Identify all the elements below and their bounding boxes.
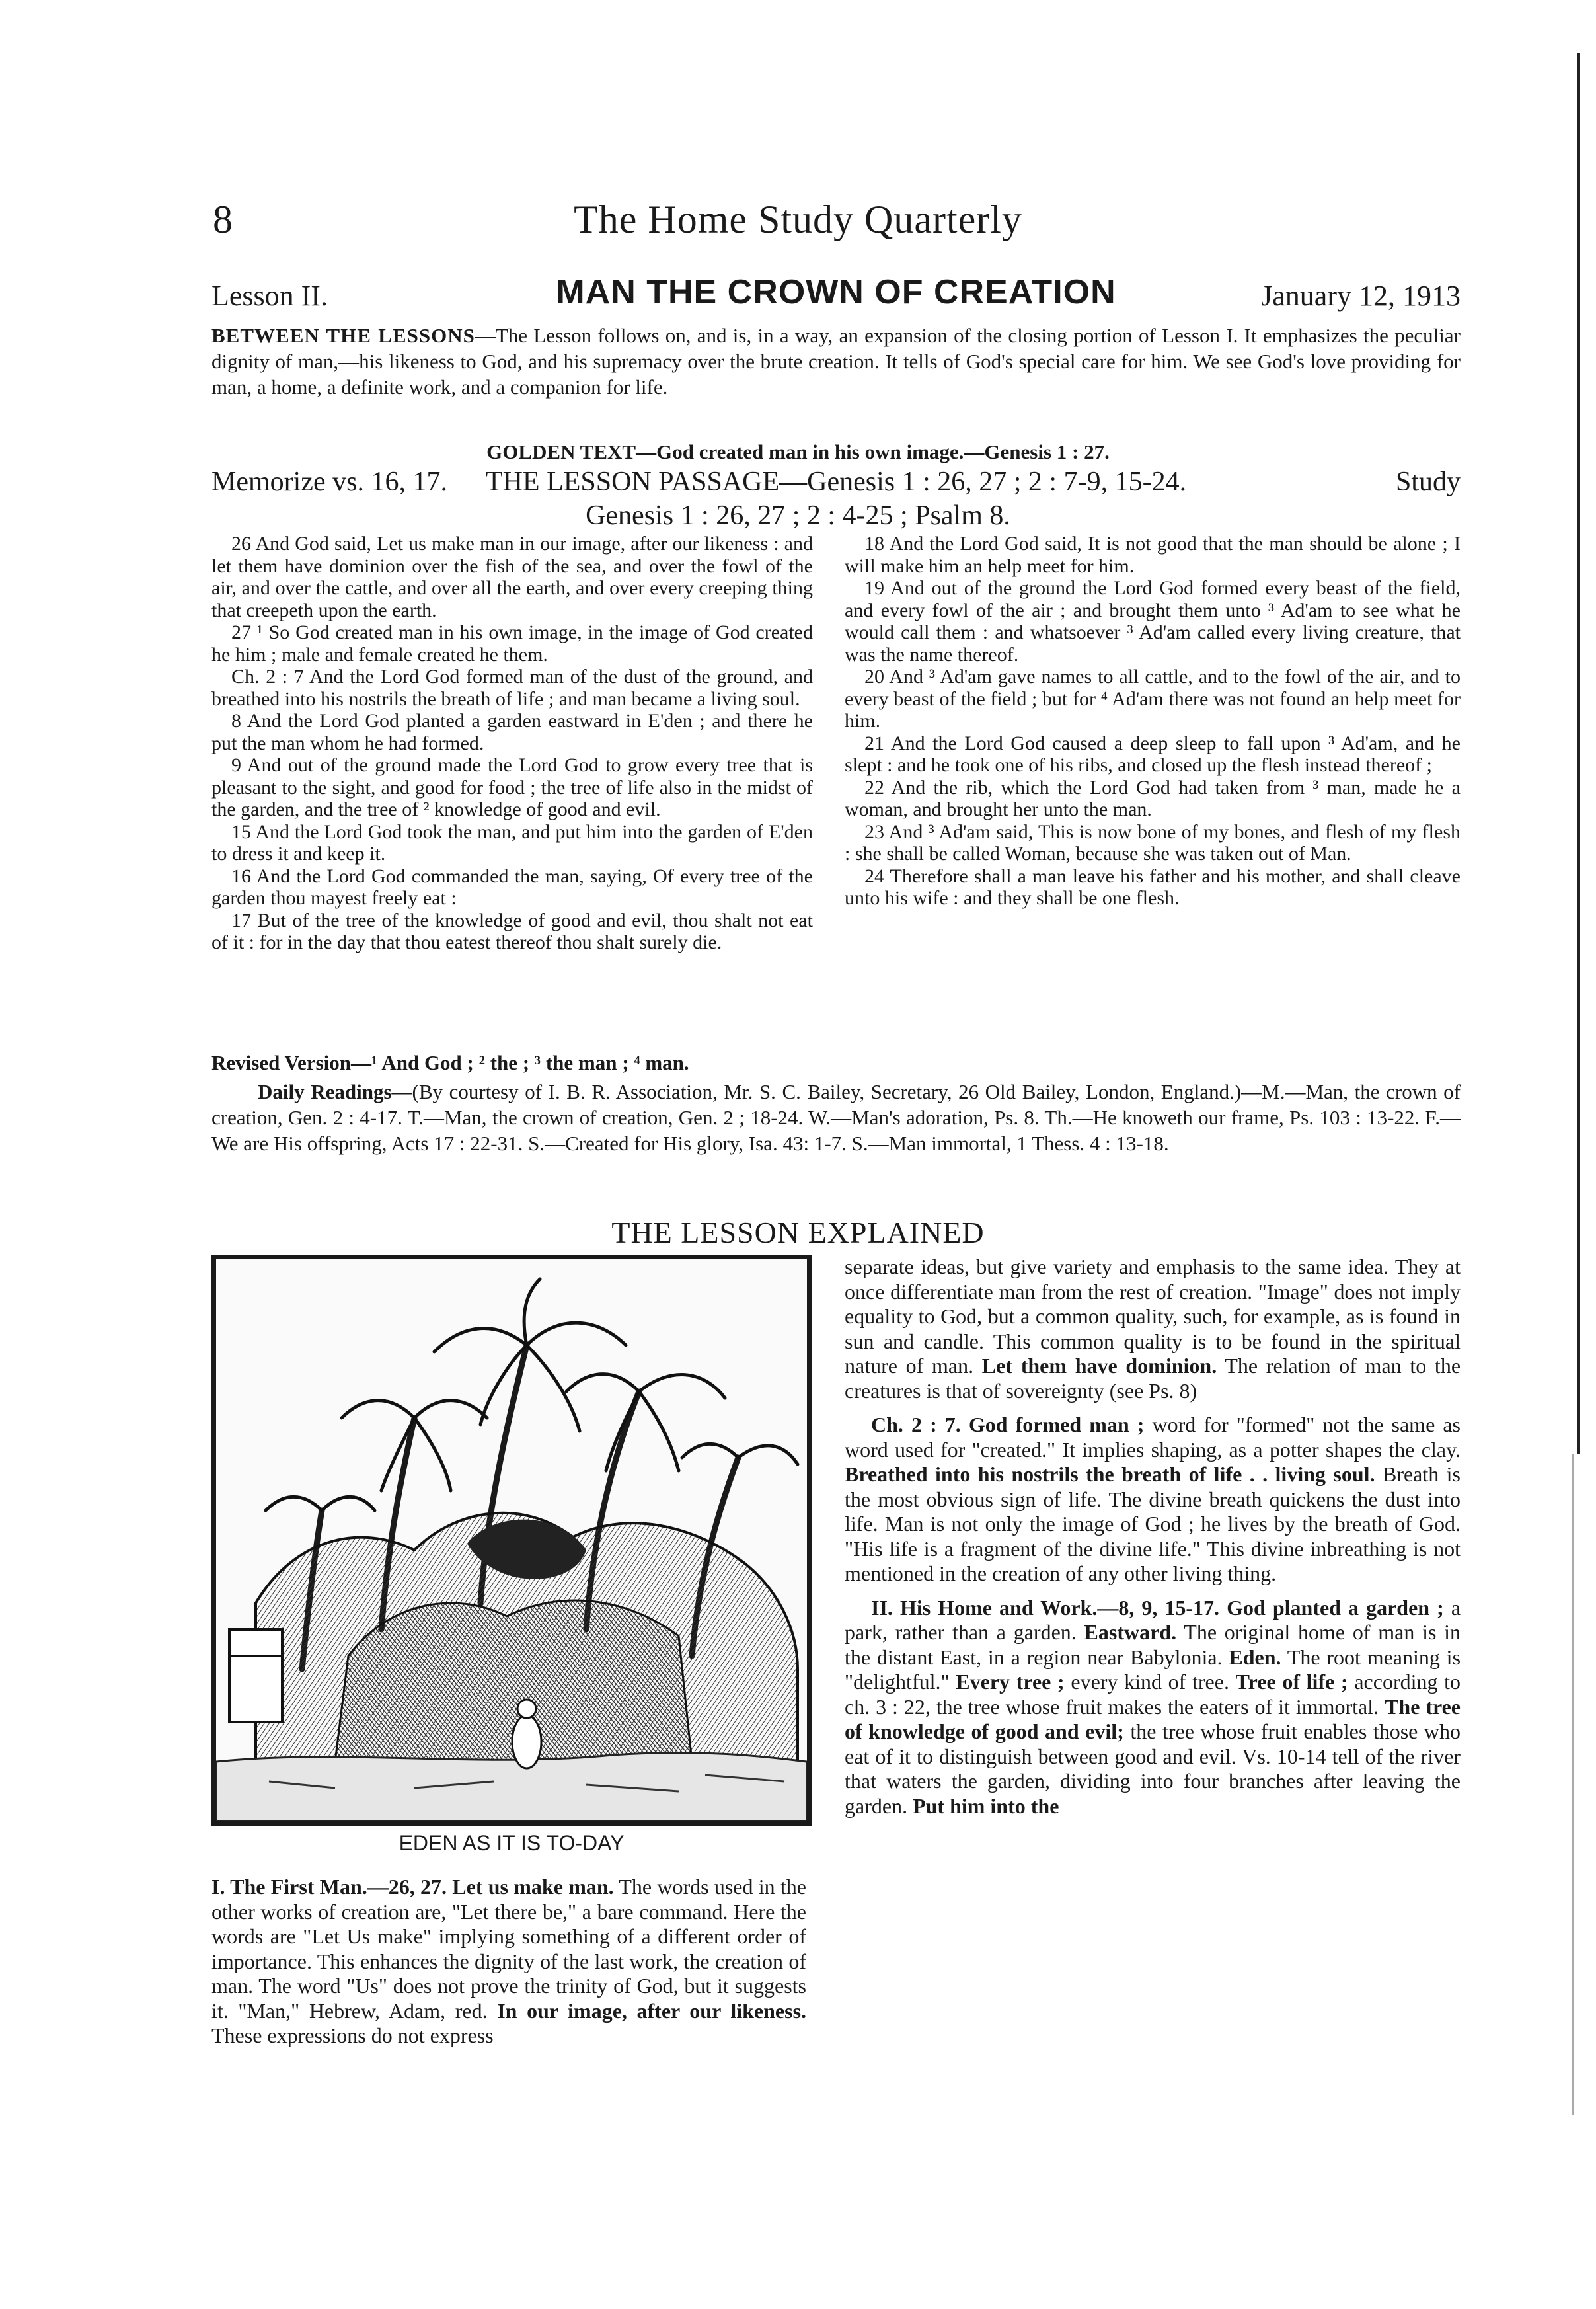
lead-phrase: Eastward. <box>1084 1620 1177 1644</box>
paragraph <box>845 1255 1461 1403</box>
verse: 17 But of the tree of the knowledge of good and evil, thou shalt not eat of it : for in the day that thou eatest thereof thou shalt surely die. <box>211 909 813 953</box>
lead-phrase: The tree of knowledge of good and evil; <box>845 1694 1461 1743</box>
paragraph-text: word for "formed" not the same as word used for "created." It implies shaping, as a potter shapes the clay. <box>845 1413 1461 1462</box>
daily-readings-label: Daily Readings <box>258 1080 392 1103</box>
paragraph <box>845 1413 1461 1586</box>
verse: 23 And ³ Ad'am said, This is now bone of my bones, and flesh of my flesh : she shall be called Woman, because she was taken out of Man. <box>845 820 1461 865</box>
section-home-and-work <box>845 1596 1461 1819</box>
paragraph-text: The words used in the other works of creation are, "Let there be," a bare command. Here the words are "Let Us make" implying something of a different order of importance. This enhances the dignity of the last work, the creation of man. The word "Us" does not prove the trinity of God, but it suggests it. "Man," Hebrew, Adam, red. <box>211 1875 807 2023</box>
lead-phrase: Every tree ; <box>956 1670 1065 1694</box>
lesson-date: January 12, 1913 <box>1261 280 1461 312</box>
lead-phrase: Breathed into his nostrils the breath of life . . living soul. <box>845 1462 1375 1486</box>
lead-phrase: Tree of life ; <box>1235 1670 1348 1694</box>
daily-readings-text: —(By courtesy of I. B. R. Association, Mr. S. C. Bailey, Secretary, 26 Old Bailey, London, England.)—M.—Man, the crown of creation, Gen. 2 : 4-17. T.—Man, the crown of creation, Gen. 2 ; 18-24. W.—Man's adoration, Ps. 8. Th.—He knoweth our frame, Ps. 103 : 13-22. F.—We are His offspring, Acts 17 : 22-31. S.—Created for His glory, Isa. 43: 1-7. S.—Man immortal, 1 Thess. 4 : 13-18. <box>211 1080 1461 1155</box>
paragraph-text: These expressions do not express <box>211 2023 494 2047</box>
lead-phrase: God planted a garden ; <box>1227 1595 1444 1620</box>
verse: 24 Therefore shall a man leave his father and his mother, and shall cleave unto his wife : and they shall be one flesh. <box>845 865 1461 909</box>
lead-phrase: Eden. <box>1229 1645 1281 1669</box>
lesson-explained-heading: THE LESSON EXPLAINED <box>611 1216 985 1249</box>
memorize-verses: Memorize vs. 16, 17. <box>211 467 447 497</box>
verse: Ch. 2 : 7 And the Lord God formed man of the dust of the ground, and breathed into his nostrils the breath of life ; and man became a living soul. <box>211 666 813 710</box>
verse: 21 And the Lord God caused a deep sleep to fall upon ³ Ad'am, and he slept : and he took one of his ribs, and closed up the flesh instead thereof ; <box>845 732 1461 776</box>
verse: 9 And out of the ground made the Lord God to grow every tree that is pleasant to the sight, and good for food ; the tree of life also in the midst of the garden, and the tree of ² knowledge of good and evil. <box>211 754 813 820</box>
study-label: Study <box>1395 467 1461 497</box>
between-label: BETWEEN THE LESSONS <box>211 324 475 347</box>
passage-right-column <box>845 533 1461 910</box>
paragraph-text: Breath is the most obvious sign of life. The divine breath quickens the dust into life. Man is not only the image of God ; he lives by the breath of God. "His life is a fragment of the divine life." This divine inbreathing is not mentioned in the creation of any other living thing. <box>845 1462 1461 1585</box>
lead-phrase: Put him into the <box>913 1793 1059 1818</box>
verse: 26 And God said, Let us make man in our image, after our likeness : and let them have dominion over the fish of the sea, and over the fowl of the air, and over the cattle, and over all the earth, and over every creeping thing that creepeth upon the earth. <box>211 533 813 621</box>
verse: 27 ¹ So God created man in his own image, in the image of God created he him ; male and female created he them. <box>211 621 813 666</box>
verse: 16 And the Lord God commanded the man, saying, Of every tree of the garden thou mayest freely eat : <box>211 865 813 909</box>
verse: 22 And the rib, which the Lord God had taken from ³ man, made he a woman, and brought her unto the man. <box>845 776 1461 820</box>
paragraph-text: according to ch. 3 : 22, the tree whose fruit makes the eaters of it immortal. <box>845 1670 1461 1719</box>
paragraph-text: The root meaning is "delightful." <box>845 1645 1461 1694</box>
lesson-header <box>211 272 1461 319</box>
paragraph-text: The relation of man to the creatures is that of sovereignty (see Ps. 8) <box>845 1354 1461 1403</box>
explained-right-column <box>845 1255 1461 1828</box>
verse: 18 And the Lord God said, It is not good that the man should be alone ; I will make him an help meet for him. <box>845 533 1461 577</box>
running-head: The Home Study Quarterly <box>574 198 1022 241</box>
scan-edge-shadow <box>1572 1454 1574 2115</box>
verse: 19 And out of the ground the Lord God formed every beast of the field, and every fowl of the air ; and brought them unto ³ Ad'am to see what he would call them : and whatsoever ³ Ad'am called every living creature, that was the name thereof. <box>845 577 1461 666</box>
page-number: 8 <box>213 198 233 241</box>
section-heading: II. His Home and Work.—8, 9, 15-17. <box>871 1595 1220 1620</box>
daily-readings <box>211 1079 1461 1156</box>
golden-text: GOLDEN TEXT—God created man in his own image.—Genesis 1 : 27. <box>486 440 1110 463</box>
explained-left-column <box>211 1875 806 2058</box>
verse: 20 And ³ Ad'am gave names to all cattle, and to the fowl of the air, and to every beast of the field ; but for ⁴ Ad'am there was not found an help meet for him. <box>845 666 1461 732</box>
paragraph-text: every kind of tree. <box>1071 1670 1229 1694</box>
paragraph-text: separate ideas, but give variety and emphasis to the same idea. They at once differentiate man from the rest of creation. "Image" does not imply equality to God, but a common quality, such, for example, as is found in sun and candle. This common quality is to be found in the spiritual nature of man. <box>845 1255 1461 1378</box>
palm-grove-image <box>216 1259 807 1821</box>
lead-phrase: Let us make man. <box>452 1875 614 1898</box>
section-first-man <box>211 1875 806 2049</box>
lesson-number: Lesson II. <box>211 280 328 312</box>
paragraph-text: The original home of man is in the distant East, in a region near Babylonia. <box>845 1620 1461 1669</box>
section-heading: I. The First Man.—26, 27. <box>211 1875 447 1898</box>
revised-version: Revised Version—¹ And God ; ² the ; ³ the man ; ⁴ man. <box>211 1051 689 1074</box>
lead-phrase: Let them have dominion. <box>981 1354 1217 1378</box>
eden-illustration <box>211 1255 812 1826</box>
paragraph-text: the tree whose fruit enables those who eat of it to distinguish between good and evil. Vs. 10-14 tell of the river that waters the garden, dividing into four branches after leaving the garden. <box>845 1719 1461 1818</box>
figure-caption: EDEN AS IT IS TO-DAY <box>399 1831 625 1855</box>
passage-left-column <box>211 533 813 954</box>
verse: 15 And the Lord God took the man, and put him into the garden of E'den to dress it and keep it. <box>211 820 813 865</box>
between-text: —The Lesson follows on, and is, in a way, an expansion of the closing portion of Lesson I. It emphasizes the peculiar dignity of man,—his likeness to God, and his supremacy over the brute creation. It tells of God's special care for him. We see God's love providing for man, a home, a definite work, and a companion for life. <box>211 324 1461 399</box>
lesson-title: MAN THE CROWN OF CREATION <box>556 273 1116 311</box>
lead-phrase: In our image, after our likeness. <box>497 1998 807 2023</box>
verse: 8 And the Lord God planted a garden eastward in E'den ; and there he put the man whom he had formed. <box>211 710 813 754</box>
between-the-lessons <box>211 323 1461 400</box>
lesson-passage-title: THE LESSON PASSAGE—Genesis 1 : 26, 27 ; 2 : 7-9, 15-24. <box>485 467 1187 497</box>
lead-phrase: Ch. 2 : 7. God formed man ; <box>871 1413 1145 1436</box>
paragraph-text: a park, rather than a garden. <box>845 1595 1461 1644</box>
study-references: Genesis 1 : 26, 27 ; 2 : 4-25 ; Psalm 8. <box>586 500 1010 531</box>
